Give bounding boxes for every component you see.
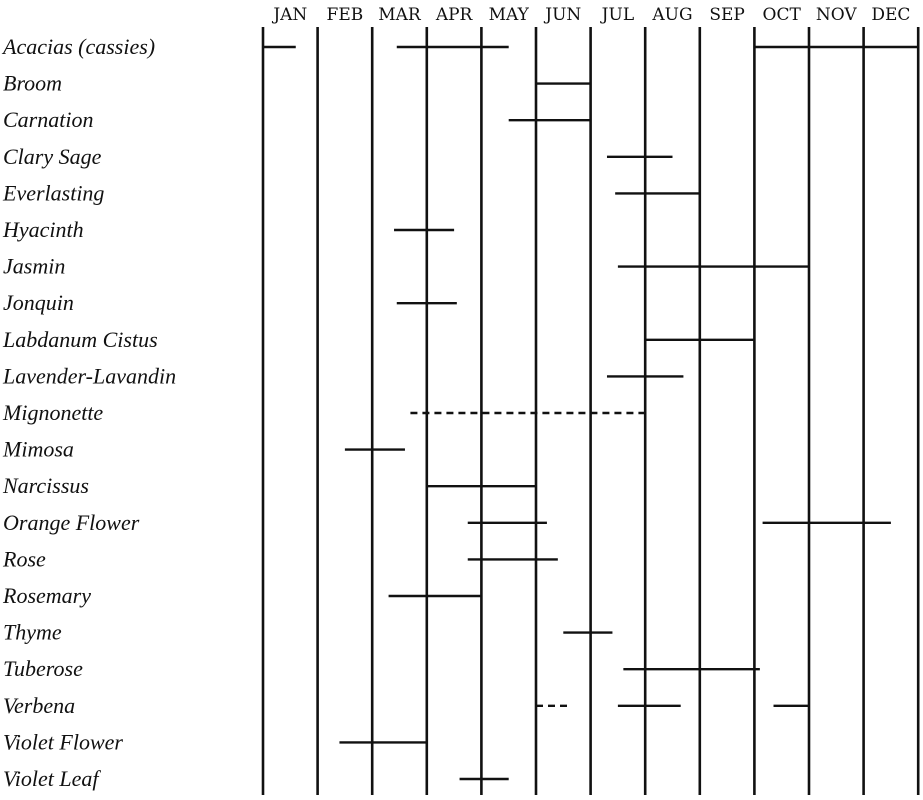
plant-label-violet-flower: Violet Flower — [3, 729, 123, 755]
plant-label-acacias-cassies: Acacias (cassies) — [3, 34, 156, 59]
plant-label-rosemary: Rosemary — [3, 583, 91, 608]
plant-label-labdanum-cistus: Labdanum Cistus — [3, 326, 158, 352]
month-gridlines — [263, 27, 918, 795]
plant-labels — [1, 34, 176, 791]
plant-label-orange-flower: Orange Flower — [3, 509, 140, 535]
month-label-oct: OCT — [762, 5, 801, 25]
month-label-aug: AUG — [652, 5, 693, 25]
month-label-sep: SEP — [709, 5, 745, 25]
plant-label-verbena: Verbena — [3, 692, 76, 718]
month-label-dec: DEC — [871, 5, 911, 25]
month-label-feb: FEB — [326, 5, 364, 25]
month-labels — [271, 5, 910, 25]
month-label-nov: NOV — [815, 5, 857, 25]
month-label-jun: JUN — [545, 5, 582, 25]
plant-label-violet-leaf: Violet Leaf — [3, 766, 99, 791]
plant-label-jasmin: Jasmin — [3, 253, 66, 279]
plant-label-jonquin: Jonquin — [3, 290, 74, 316]
plant-label-everlasting: Everlasting — [3, 180, 105, 206]
month-label-mar: MAR — [378, 5, 421, 25]
plant-label-tuberose: Tuberose — [3, 656, 83, 682]
plant-label-narcissus: Narcissus — [3, 473, 89, 499]
plant-label-carnation: Carnation — [3, 107, 94, 133]
plant-label-broom: Broom — [3, 70, 63, 96]
plant-label-lavender-lavandin: Lavender-Lavandin — [3, 363, 177, 389]
plant-label-rose: Rose — [3, 546, 46, 572]
plant-label-hyacinth: Hyacinth — [3, 217, 84, 242]
plant-label-clary-sage: Clary Sage — [3, 143, 102, 169]
month-label-may: MAY — [488, 5, 529, 25]
plant-label-mignonette: Mignonette — [3, 400, 104, 425]
month-label-jul: JUL — [601, 5, 635, 25]
month-label-jan: JAN — [273, 5, 308, 25]
month-label-apr: APR — [435, 5, 473, 25]
plant-label-thyme: Thyme — [3, 619, 62, 645]
plant-label-mimosa: Mimosa — [3, 436, 74, 462]
